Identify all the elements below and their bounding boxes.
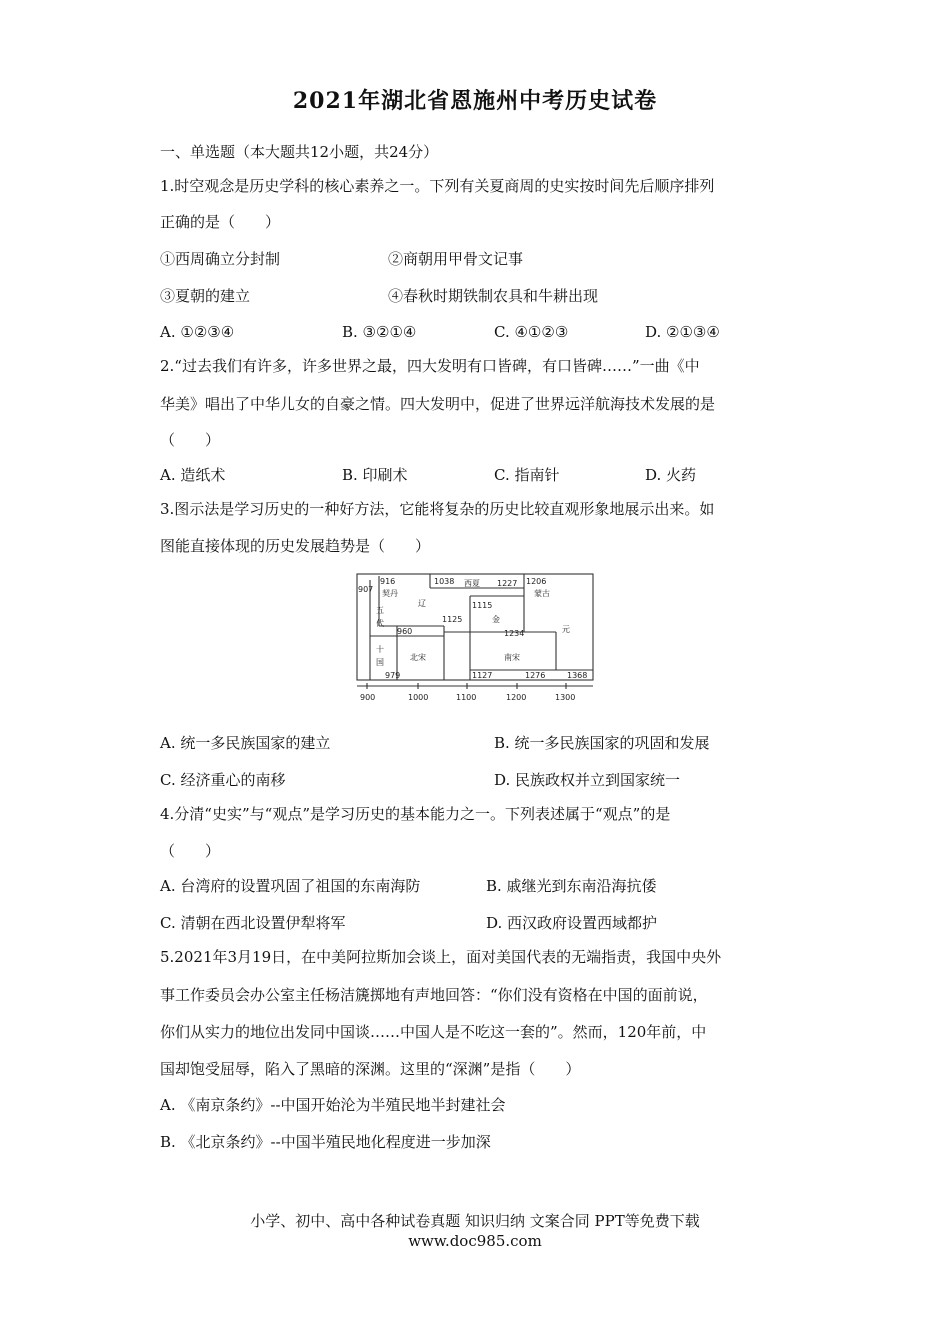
fig-label-nansong: 南宋: [504, 653, 520, 662]
fig-label-1276: 1276: [525, 671, 546, 680]
q3-option-c: C. 经济重心的南移: [160, 771, 286, 789]
q2-stem-line-3: （ ）: [160, 431, 221, 449]
dynasty-timeline-figure: [352, 570, 598, 706]
q3-option-a: A. 统一多民族国家的建立: [160, 734, 331, 752]
q1-item-3: ③夏朝的建立: [160, 287, 251, 305]
fig-label-1115: 1115: [472, 601, 493, 610]
fig-label-1127: 1127: [472, 671, 493, 680]
q1-option-a: A. ①②③④: [160, 323, 235, 341]
section-heading: 一、单选题（本大题共12小题，共24分）: [160, 143, 439, 161]
q1-stem-line-1: 1.时空观念是历史学科的核心素养之一。下列有关夏商周的史实按时间先后顺序排列: [160, 177, 715, 195]
fig-label-xixia: 西夏: [464, 579, 480, 588]
q1-item-2: ②商朝用甲骨文记事: [388, 250, 524, 268]
fig-axis-1100: 1100: [456, 693, 477, 702]
fig-label-1125: 1125: [442, 615, 463, 624]
fig-axis-1000: 1000: [408, 693, 429, 702]
fig-label-1038: 1038: [434, 577, 455, 586]
q2-stem-line-2: 华美》唱出了中华儿女的自豪之情。四大发明中，促进了世界远洋航海技术发展的是: [160, 395, 716, 413]
q5-stem-line-4: 国却饱受屈辱，陷入了黑暗的深渊。这里的“深渊”是指（ ）: [160, 1060, 581, 1078]
fig-label-1206: 1206: [526, 577, 547, 586]
q4-stem-line-1: 4.分清“史实”与“观点”是学习历史的基本能力之一。下列表述属于“观点”的是: [160, 805, 671, 823]
fig-axis-1300: 1300: [555, 693, 576, 702]
q3-option-b: B. 统一多民族国家的巩固和发展: [494, 734, 710, 752]
footer-website[interactable]: www.doc985.com: [408, 1232, 542, 1250]
fig-label-jin: 金: [492, 615, 500, 624]
q1-stem-line-2: 正确的是（ ）: [160, 213, 281, 231]
q2-option-c: C. 指南针: [494, 466, 560, 484]
q3-option-d: D. 民族政权并立到国家统一: [494, 771, 681, 789]
q1-option-c: C. ④①②③: [494, 323, 569, 341]
fig-label-liao: 辽: [418, 599, 426, 608]
q1-item-1: ①西周确立分封制: [160, 250, 281, 268]
fig-label-guo: 国: [376, 658, 384, 667]
fig-axis-1200: 1200: [506, 693, 527, 702]
fig-label-yuan: 元: [562, 625, 570, 634]
q4-option-c: C. 清朝在西北设置伊犁将军: [160, 914, 346, 932]
page-title: 2021年湖北省恩施州中考历史试卷: [292, 88, 658, 114]
q5-stem-line-2: 事工作委员会办公室主任杨洁篪掷地有声地回答：“你们没有资格在中国的面前说，: [160, 986, 708, 1004]
q5-option-b: B. 《北京条约》--中国半殖民地化程度进一步加深: [160, 1133, 491, 1151]
fig-label-916: 916: [380, 577, 396, 586]
q4-option-d: D. 西汉政府设置西域都护: [486, 914, 658, 932]
q1-option-d: D. ②①③④: [645, 323, 720, 341]
q4-stem-line-2: （ ）: [160, 842, 221, 860]
fig-axis-900: 900: [360, 693, 376, 702]
q1-option-b: B. ③②①④: [342, 323, 417, 341]
q5-stem-line-3: 你们从实力的地位出发同中国谈……中国人是不吃这一套的”。然而，120年前，中: [160, 1023, 707, 1041]
fig-label-1234: 1234: [504, 629, 525, 638]
fig-label-907: 907: [358, 585, 374, 594]
footer-promo-text: 小学、初中、高中各种试卷真题 知识归纳 文案合同 PPT等免费下载: [250, 1212, 700, 1230]
q2-option-a: A. 造纸术: [160, 466, 226, 484]
q2-option-d: D. 火药: [645, 466, 697, 484]
fig-label-960: 960: [397, 627, 413, 636]
fig-label-1368: 1368: [567, 671, 588, 680]
q1-item-4: ④春秋时期铁制农具和牛耕出现: [388, 287, 599, 305]
q4-option-b: B. 戚继光到东南沿海抗倭: [486, 877, 657, 895]
fig-label-menggu: 蒙古: [534, 589, 550, 598]
fig-label-qidan: 契丹: [382, 589, 398, 598]
fig-label-1227: 1227: [497, 579, 518, 588]
fig-label-979: 979: [385, 671, 401, 680]
fig-label-dai: 代: [376, 619, 384, 628]
fig-label-shi: 十: [376, 645, 384, 654]
fig-label-wu: 五: [376, 606, 384, 615]
q5-option-a: A. 《南京条约》--中国开始沦为半殖民地半封建社会: [160, 1096, 506, 1114]
q2-option-b: B. 印刷术: [342, 466, 408, 484]
fig-label-beisong: 北宋: [410, 653, 426, 662]
q3-stem-line-2: 图能直接体现的历史发展趋势是（ ）: [160, 537, 431, 555]
q3-stem-line-1: 3.图示法是学习历史的一种好方法，它能将复杂的历史比较直观形象地展示出来。如: [160, 500, 715, 518]
q4-option-a: A. 台湾府的设置巩固了祖国的东南海防: [160, 877, 421, 895]
q2-stem-line-1: 2.“过去我们有许多，许多世界之最，四大发明有口皆碑，有口皆碑……”一曲《中: [160, 357, 700, 375]
q5-stem-line-1: 5.2021年3月19日，在中美阿拉斯加会谈上，面对美国代表的无端指责，我国中央外: [160, 948, 722, 966]
